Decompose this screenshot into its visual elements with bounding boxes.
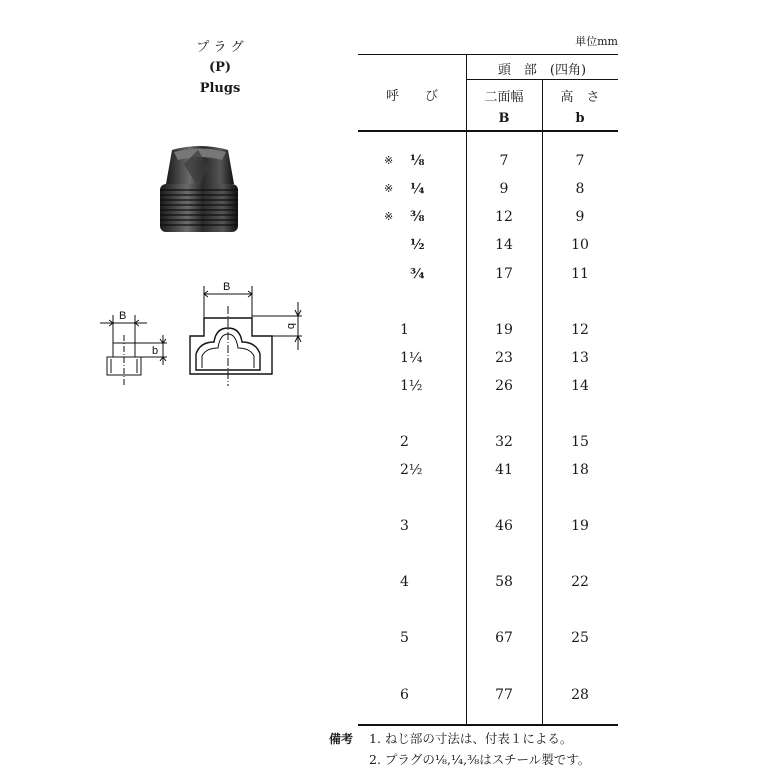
value-b: 14 (571, 378, 589, 394)
value-B: 77 (495, 687, 513, 703)
nominal-size: 6 (400, 687, 409, 703)
value-B: 41 (495, 462, 513, 478)
steel-mark: ※ (384, 182, 394, 195)
value-b: 28 (571, 687, 589, 703)
value-b: 7 (575, 153, 585, 169)
title-en: Plugs (199, 81, 241, 96)
value-B: 7 (499, 153, 509, 169)
plug-diagram-small (95, 305, 175, 390)
dim-label-B-large: B (223, 281, 231, 293)
value-B: 32 (495, 434, 513, 450)
nominal-size: ⅛ (410, 153, 425, 169)
value-b: 10 (571, 237, 589, 253)
plug-photo (150, 140, 250, 240)
nominal-size: 1 (400, 322, 409, 338)
value-b: 11 (571, 266, 589, 282)
value-B: 46 (495, 518, 513, 534)
nominal-size: 3 (400, 518, 409, 534)
header-height: 高 さ (560, 90, 600, 105)
nominal-size: 1¼ (400, 350, 423, 366)
notes-title: 備考 (329, 732, 354, 746)
unit-label: 単位mm (575, 35, 618, 48)
value-b: 8 (575, 181, 585, 197)
nominal-size: ¼ (410, 181, 425, 197)
header-b-symbol: b (575, 111, 585, 126)
value-B: 14 (495, 237, 513, 253)
dim-label-b-small: b (152, 345, 159, 357)
value-B: 23 (495, 350, 513, 366)
value-B: 17 (495, 266, 513, 282)
value-b: 15 (571, 434, 589, 450)
value-b: 12 (571, 322, 589, 338)
table-header-rule (358, 130, 618, 132)
plug-diagram-large (180, 278, 310, 390)
value-B: 67 (495, 630, 513, 646)
nominal-size: 2 (400, 434, 409, 450)
nominal-size: ⅜ (410, 209, 425, 225)
table-top-rule (358, 54, 618, 55)
value-B: 12 (495, 209, 513, 225)
nominal-size: 2½ (400, 462, 423, 478)
header-width-across-flats: 二面幅 (484, 90, 524, 105)
value-b: 22 (571, 574, 589, 590)
title-jp: プ ラ グ (196, 40, 244, 55)
value-B: 58 (495, 574, 513, 590)
header-head-square: 頭 部 (四角) (497, 63, 587, 78)
value-b: 9 (575, 209, 585, 225)
title-code: (P) (208, 60, 232, 75)
value-b: 25 (571, 630, 589, 646)
value-B: 26 (495, 378, 513, 394)
value-b: 13 (571, 350, 589, 366)
value-B: 19 (495, 322, 513, 338)
value-b: 19 (571, 518, 589, 534)
value-B: 9 (499, 181, 509, 197)
steel-mark: ※ (384, 154, 394, 167)
note-item-1: 1. ねじ部の寸法は、付表１による。 (369, 731, 573, 746)
nominal-size: ½ (410, 237, 425, 253)
header-B-symbol: B (498, 111, 510, 126)
value-b: 18 (571, 462, 589, 478)
nominal-size: ¾ (410, 266, 425, 282)
dim-label-b-large: b (285, 323, 297, 330)
steel-mark: ※ (384, 210, 394, 223)
note-item-2: 2. プラグの⅛,¼,⅜はスチール製です。 (369, 752, 591, 767)
dim-label-B-small: B (119, 310, 127, 322)
nominal-size: 5 (400, 630, 409, 646)
nominal-size: 4 (400, 574, 409, 590)
table-bottom-rule (358, 724, 618, 726)
header-nominal: 呼 び (385, 89, 438, 104)
nominal-size: 1½ (400, 378, 423, 394)
